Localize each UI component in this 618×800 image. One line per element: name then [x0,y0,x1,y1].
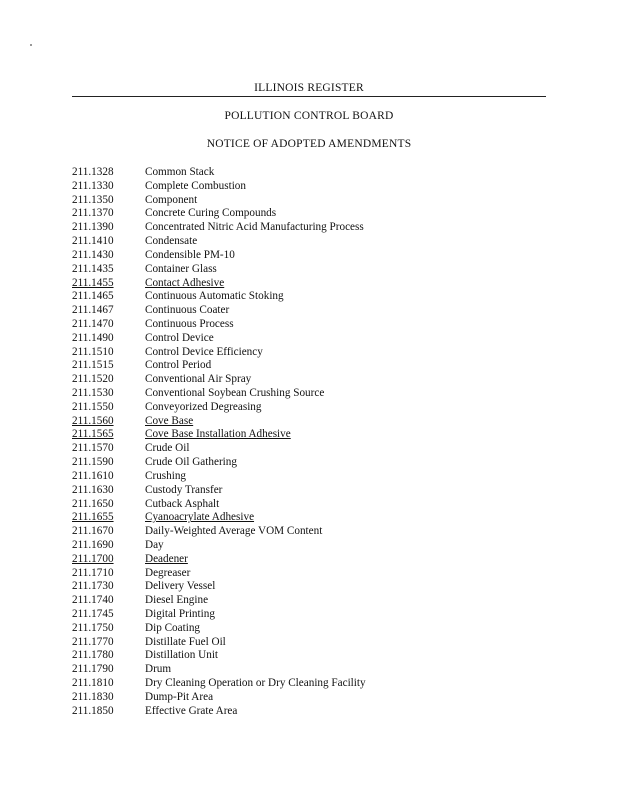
section-number: 211.1710 [72,566,114,579]
list-item [72,498,552,512]
section-term: Deadener [145,552,188,565]
list-item [72,359,552,373]
section-term: Crude Oil Gathering [145,456,237,469]
list-item [72,456,552,470]
section-term: Drum [145,663,172,676]
section-term: Concentrated Nitric Acid Manufacturing Process [145,221,364,234]
section-term: Effective Grate Area [145,704,238,717]
list-item [72,194,552,208]
section-number: 211.1470 [72,317,114,330]
section-number: 211.1780 [72,649,114,662]
section-number: 211.1740 [72,594,114,607]
scan-speck [30,44,32,46]
list-item [72,622,552,636]
list-item [72,525,552,539]
section-number: 211.1435 [72,262,114,275]
list-item [72,346,552,360]
section-term: Condensible PM-10 [145,248,235,261]
section-term: Control Period [145,359,212,372]
section-term: Day [145,538,164,551]
section-term: Cyanoacrylate Adhesive [145,511,255,524]
section-number: 211.1455 [72,276,114,289]
section-term: Cutback Asphalt [145,497,220,510]
section-term: Diesel Engine [145,594,209,607]
list-item [72,373,552,387]
list-item [72,249,552,263]
section-list [72,166,552,719]
list-item [72,221,552,235]
section-number: 211.1328 [72,166,114,178]
section-term: Digital Printing [145,608,215,620]
section-number: 211.1370 [72,207,114,220]
section-number: 211.1570 [72,442,114,455]
section-number: 211.1560 [72,414,114,427]
list-item [72,442,552,456]
list-item [72,207,552,221]
section-term: Component [145,193,198,206]
list-item [72,180,552,194]
section-number: 211.1810 [72,677,114,690]
section-number: 211.1510 [72,345,114,358]
section-number: 211.1850 [72,704,114,717]
section-number: 211.1730 [72,580,114,593]
section-number: 211.1750 [72,621,114,634]
section-number: 211.1430 [72,248,114,261]
list-item [72,608,552,622]
section-number: 211.1830 [72,690,114,703]
section-term: Concrete Curing Compounds [145,207,277,220]
list-item [72,649,552,663]
section-term: Cove Base Installation Adhesive [145,428,291,441]
list-item [72,567,552,581]
section-term: Continuous Process [145,317,234,330]
section-number: 211.1770 [72,635,114,648]
list-item [72,691,552,705]
section-term: Custody Transfer [145,483,223,496]
list-item [72,318,552,332]
list-item [72,636,552,650]
section-term: Contact Adhesive [145,276,225,289]
list-item [72,705,552,719]
section-number: 211.1690 [72,538,114,551]
section-number: 211.1467 [72,304,114,317]
section-term: Delivery Vessel [145,580,216,593]
section-number: 211.1465 [72,290,114,303]
list-item [72,332,552,346]
list-item [72,511,552,525]
section-term: Distillation Unit [145,649,219,662]
section-number: 211.1630 [72,483,114,496]
list-item [72,415,552,429]
section-number: 211.1410 [72,235,114,248]
section-number: 211.1745 [72,608,114,620]
section-term: Conventional Air Spray [145,373,252,386]
section-number: 211.1650 [72,497,114,510]
section-term: Dump-Pit Area [145,690,214,703]
list-item [72,263,552,277]
list-item [72,594,552,608]
list-item [72,387,552,401]
list-item [72,166,552,180]
section-term: Control Device [145,331,214,344]
list-item [72,470,552,484]
section-number: 211.1655 [72,511,114,524]
list-item [72,663,552,677]
section-number: 211.1790 [72,663,114,676]
section-number: 211.1350 [72,193,114,206]
section-term: Degreaser [145,566,191,579]
section-number: 211.1610 [72,469,114,482]
section-term: Dry Cleaning Operation or Dry Cleaning Facility [145,677,366,690]
section-term: Complete Combustion [145,179,246,192]
list-item [72,428,552,442]
list-item [72,277,552,291]
section-term: Crushing [145,469,187,482]
section-term: Common Stack [145,166,215,178]
section-term: Cove Base [145,414,194,427]
section-number: 211.1565 [72,428,114,441]
section-number: 211.1330 [72,179,114,192]
section-term: Crude Oil [145,442,190,455]
section-term: Conventional Soybean Crushing Source [145,387,325,399]
list-item [72,484,552,498]
list-item [72,553,552,567]
section-term: Distillate Fuel Oil [145,635,226,648]
section-term: Daily-Weighted Average VOM Content [145,525,323,538]
section-number: 211.1490 [72,331,114,344]
section-number: 211.1700 [72,552,114,565]
section-term: Control Device Efficiency [145,345,263,358]
list-item [72,539,552,553]
section-number: 211.1590 [72,456,114,469]
section-term: Container Glass [145,262,217,275]
section-number: 211.1520 [72,373,114,386]
list-item [72,401,552,415]
section-term: Continuous Automatic Stoking [145,290,284,303]
notice-title: NOTICE OF ADOPTED AMENDMENTS [206,138,412,150]
list-item [72,677,552,691]
section-number: 211.1670 [72,525,114,538]
section-term: Conveyorized Degreasing [145,400,262,413]
section-number: 211.1515 [72,359,114,372]
list-item [72,290,552,304]
section-number: 211.1530 [72,387,114,399]
list-item [72,580,552,594]
board-title: POLLUTION CONTROL BOARD [224,110,394,122]
section-term: Continuous Coater [145,304,230,317]
register-title: ILLINOIS REGISTER [254,82,364,94]
section-term: Condensate [145,235,198,248]
section-number: 211.1390 [72,221,114,234]
list-item [72,304,552,318]
register-header [72,82,546,97]
section-term: Dip Coating [145,621,201,634]
list-item [72,235,552,249]
section-number: 211.1550 [72,400,114,413]
